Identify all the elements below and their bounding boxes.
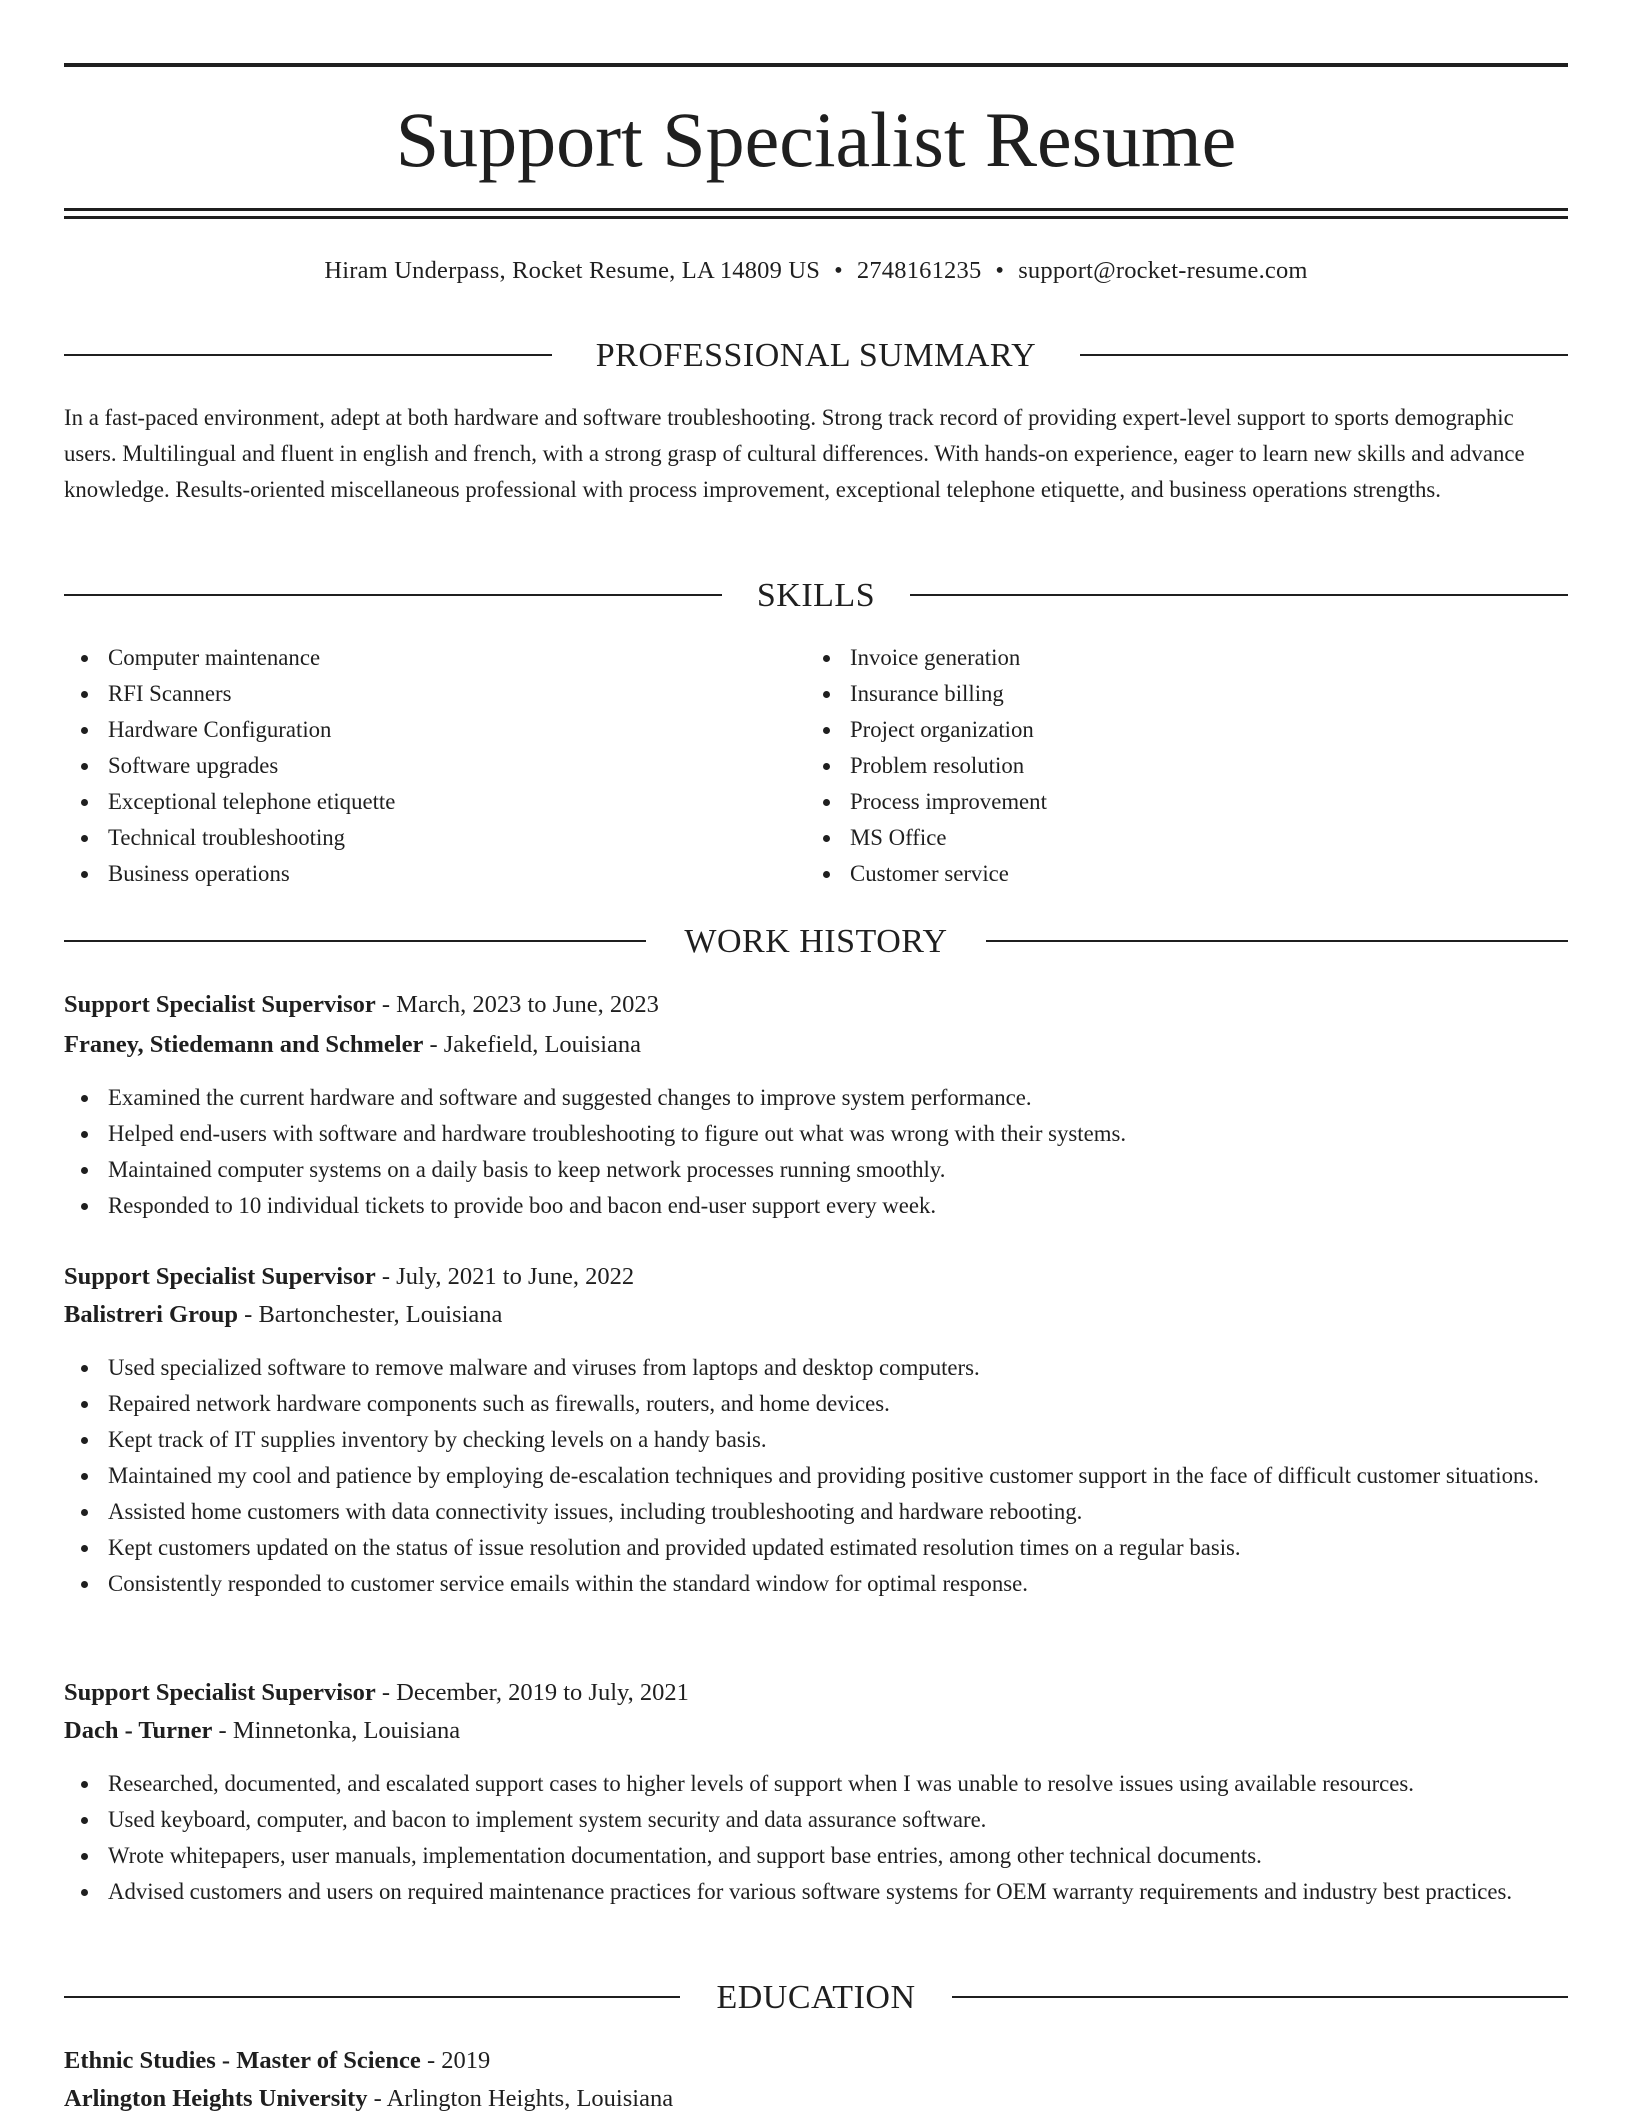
contact-address: Hiram Underpass, Rocket Resume, LA 14809 US	[324, 257, 821, 284]
job-duty: Maintained computer systems on a daily basis to keep network processes running smoothly.	[64, 1152, 1568, 1188]
job-company: Balistreri Group	[64, 1301, 239, 1328]
job-duties-list	[64, 1080, 1568, 1224]
job-duty: Advised customers and users on required maintenance practices for various software systems for OEM warranty requirements and industry best practices.	[64, 1874, 1568, 1910]
education-year: 2019	[441, 2047, 491, 2074]
title-rule-upper	[64, 208, 1568, 211]
section-rule-right	[952, 1996, 1568, 1998]
job-duty: Responded to 10 individual tickets to provide boo and bacon end-user support every week.	[64, 1188, 1568, 1224]
job-duty: Used keyboard, computer, and bacon to implement system security and data assurance software.	[64, 1802, 1568, 1838]
skill-item: Invoice generation	[806, 640, 1506, 676]
education-location: Arlington Heights, Louisiana	[386, 2085, 674, 2112]
job-title: Support Specialist Supervisor	[64, 991, 376, 1018]
section-header-education	[64, 1976, 1568, 2020]
section-rule-right	[986, 940, 1568, 942]
section-header-work	[64, 920, 1568, 964]
skill-item: Business operations	[64, 856, 764, 892]
job-duty: Consistently responded to customer service emails within the standard window for optimal response.	[64, 1566, 1568, 1602]
summary-text: In a fast-paced environment, adept at both hardware and software troubleshooting. Strong track record of providing expert-level support to sports demographic users. Multilingual and fluent in english and french, with a strong grasp of cultural differences. With hands-on experience, eager to learn new skills and advance knowledge. Results-oriented miscellaneous professional with process improvement, exceptional telephone etiquette, and business operations strengths.	[64, 405, 1525, 502]
section-header-summary	[64, 334, 1568, 378]
top-rule	[64, 63, 1568, 67]
job-title-line: Support Specialist Supervisor - March, 2023 to June, 2023	[64, 991, 659, 1018]
job-dates: March, 2023 to June, 2023	[396, 991, 659, 1018]
job-location: Bartonchester, Louisiana	[258, 1301, 503, 1328]
education-school: Arlington Heights University	[64, 2085, 368, 2112]
section-title-summary: PROFESSIONAL SUMMARY	[595, 337, 1037, 374]
skill-item: RFI Scanners	[64, 676, 764, 712]
skill-item: Technical troubleshooting	[64, 820, 764, 856]
skill-item: MS Office	[806, 820, 1506, 856]
job-title: Support Specialist Supervisor	[64, 1679, 376, 1706]
job-company-line: Balistreri Group - Bartonchester, Louisiana	[64, 1301, 503, 1328]
resume-title: Support Specialist Resume	[395, 96, 1237, 183]
education-degree-line: Ethnic Studies - Master of Science - 2019	[64, 2047, 491, 2074]
job-location: Minnetonka, Louisiana	[232, 1717, 461, 1744]
contact-email: support@rocket-resume.com	[1018, 257, 1308, 284]
job-title-line: Support Specialist Supervisor - July, 2021 to June, 2022	[64, 1263, 635, 1290]
job-company-line: Franey, Stiedemann and Schmeler - Jakefield, Louisiana	[64, 1031, 642, 1058]
skill-item: Problem resolution	[806, 748, 1506, 784]
contact-separator: •	[995, 257, 1005, 284]
skill-item: Computer maintenance	[64, 640, 764, 676]
section-title-skills: SKILLS	[756, 577, 876, 614]
job-company-line: Dach - Turner - Minnetonka, Louisiana	[64, 1717, 461, 1744]
skills-list-left	[64, 640, 764, 892]
contact-separator: •	[834, 257, 843, 284]
job-duty: Repaired network hardware components such as firewalls, routers, and home devices.	[64, 1386, 1568, 1422]
job-duty: Kept customers updated on the status of issue resolution and provided updated estimated resolution times on a regular basis.	[64, 1530, 1568, 1566]
section-title-education: EDUCATION	[716, 1979, 916, 2016]
job-duty: Maintained my cool and patience by employing de-escalation techniques and providing positive customer support in the face of difficult customer situations.	[64, 1458, 1568, 1494]
job-location: Jakefield, Louisiana	[443, 1031, 642, 1058]
job-duty: Researched, documented, and escalated support cases to higher levels of support when I was unable to resolve issues using available resources.	[64, 1766, 1568, 1802]
section-header-skills	[64, 574, 1568, 618]
title-rule-lower	[64, 216, 1568, 219]
section-rule-right	[1080, 354, 1568, 356]
job-duty: Helped end-users with software and hardware troubleshooting to figure out what was wrong with their systems.	[64, 1116, 1568, 1152]
job-duties-list	[64, 1350, 1568, 1602]
job-duty: Wrote whitepapers, user manuals, implementation documentation, and support base entries, among other technical documents.	[64, 1838, 1568, 1874]
job-duty: Kept track of IT supplies inventory by checking levels on a handy basis.	[64, 1422, 1568, 1458]
job-dates: July, 2021 to June, 2022	[396, 1263, 635, 1290]
skill-item: Project organization	[806, 712, 1506, 748]
section-title-work: WORK HISTORY	[684, 923, 948, 960]
job-title-line: Support Specialist Supervisor - December, 2019 to July, 2021	[64, 1679, 689, 1706]
section-rule-right	[910, 594, 1568, 596]
education-school-line: Arlington Heights University - Arlington Heights, Louisiana	[64, 2085, 674, 2112]
job-duty: Assisted home customers with data connectivity issues, including troubleshooting and hardware rebooting.	[64, 1494, 1568, 1530]
contact-line	[64, 252, 1568, 290]
skills-list-right	[806, 640, 1506, 892]
job-title: Support Specialist Supervisor	[64, 1263, 376, 1290]
skill-item: Insurance billing	[806, 676, 1506, 712]
job-company: Franey, Stiedemann and Schmeler	[64, 1031, 424, 1058]
job-duty: Examined the current hardware and software and suggested changes to improve system performance.	[64, 1080, 1568, 1116]
job-duties-list	[64, 1766, 1568, 1910]
job-dates: December, 2019 to July, 2021	[396, 1679, 689, 1706]
job-duty: Used specialized software to remove malware and viruses from laptops and desktop computers.	[64, 1350, 1568, 1386]
skill-item: Customer service	[806, 856, 1506, 892]
job-company: Dach - Turner	[64, 1717, 213, 1744]
skill-item: Software upgrades	[64, 748, 764, 784]
skill-item: Exceptional telephone etiquette	[64, 784, 764, 820]
skill-item: Process improvement	[806, 784, 1506, 820]
skill-item: Hardware Configuration	[64, 712, 764, 748]
education-degree: Ethnic Studies - Master of Science	[64, 2047, 421, 2074]
contact-phone: 2748161235	[856, 257, 982, 284]
